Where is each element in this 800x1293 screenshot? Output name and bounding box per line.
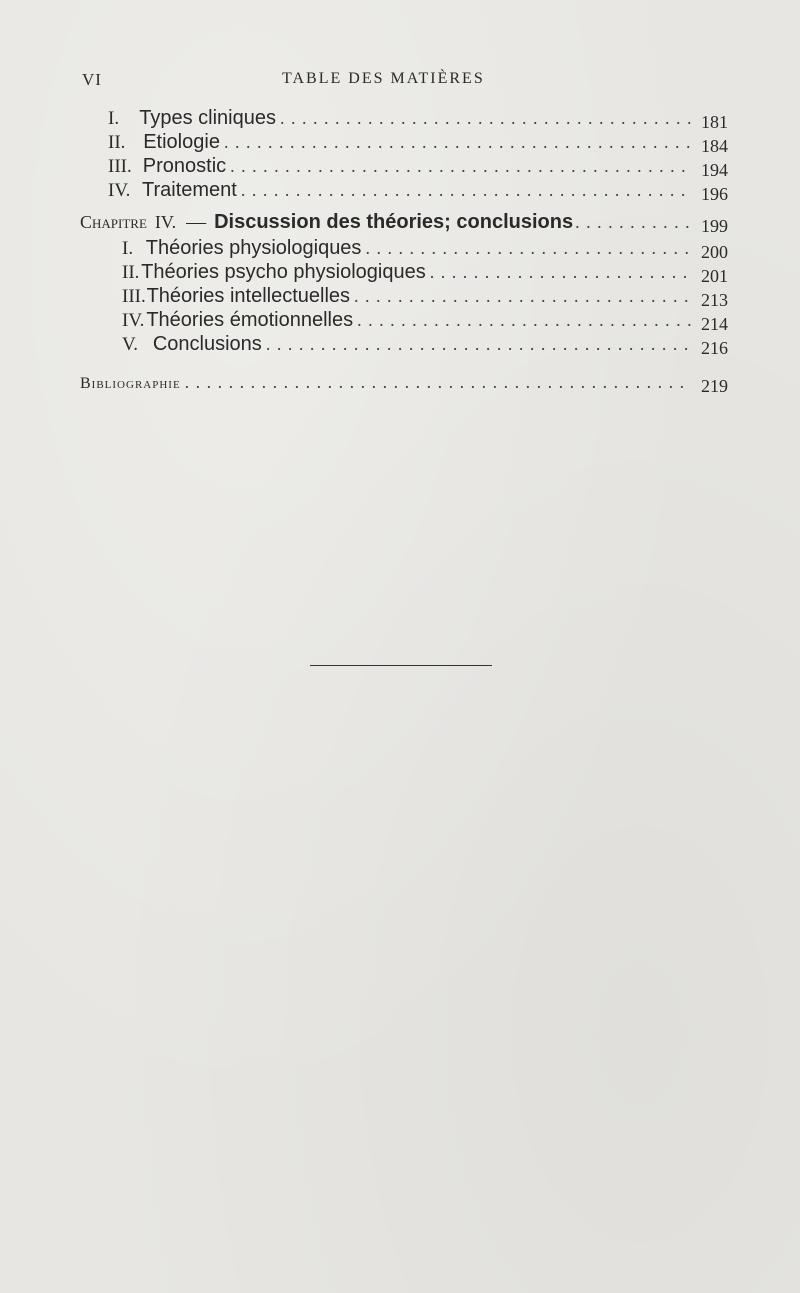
chapter-number: IV. [154,212,177,232]
toc-entry-label: Théories psycho physiologiques [141,261,426,283]
toc-entry-page: 196 [700,184,728,204]
dot-leader [280,106,695,130]
chapter-title: Discussion des théories; conclusions [214,211,574,233]
toc-entry-page: 216 [701,338,728,358]
page-header [82,70,722,94]
dot-leader [354,284,695,308]
toc-entry-label: Traitement [142,179,237,201]
chapter-dash: — [186,211,207,233]
toc-entry-page: 201 [701,266,728,286]
toc-entry-label: Pronostic [142,155,227,177]
toc-entry-number: II. [122,262,140,283]
toc-chapter-entry [80,210,728,236]
dot-leader [430,260,695,284]
toc-entry-number: I. [122,238,134,259]
dot-leader [357,308,695,332]
toc-entry [80,284,728,308]
end-rule [310,665,492,666]
folio-number: VI [82,70,102,89]
dot-leader [575,210,693,234]
toc-entry [80,106,728,130]
toc-entry-number: V. [122,334,139,355]
table-of-contents [80,106,728,394]
toc-entry [80,178,728,202]
dot-leader [224,130,691,154]
dot-leader [266,332,694,356]
toc-entry [80,130,728,154]
toc-entry-number: IV. [122,310,145,331]
toc-entry-page: 214 [701,314,728,334]
toc-entry-label: Théories émotionnelles [146,309,354,331]
toc-entry-number: III. [108,156,132,177]
toc-entry [80,308,728,332]
toc-entry-label: Etiologie [143,131,220,153]
bibliography-label: Bibliographie [80,375,181,392]
dot-leader [185,370,689,394]
toc-entry-page: 200 [701,242,728,262]
toc-entry-label: Conclusions [152,333,262,355]
running-title: TABLE DES MATIÈRES [282,70,485,87]
toc-entry [80,332,728,356]
dot-leader [365,236,695,260]
toc-entry-label: Théories intellectuelles [146,285,351,307]
toc-entry-number: III. [122,286,146,307]
toc-entry [80,260,728,284]
dot-leader [241,178,693,202]
bibliography-page: 219 [701,376,728,396]
chapter-label: Chapitre [80,212,147,232]
toc-entry-page: 194 [701,160,728,180]
toc-entry-number: I. [108,108,120,129]
toc-entry-label: Types cliniques [139,107,276,129]
toc-bibliography-entry [80,370,728,394]
toc-entry-number: IV. [108,180,131,201]
toc-entry-page: 184 [701,136,728,156]
toc-entry-number: II. [108,132,126,153]
toc-entry [80,236,728,260]
toc-entry [80,154,728,178]
dot-leader [230,154,692,178]
toc-entry-page: 181 [700,112,728,132]
chapter-page: 199 [701,216,728,236]
toc-entry-label: Théories physiologiques [145,237,362,259]
toc-entry-page: 213 [701,290,728,310]
